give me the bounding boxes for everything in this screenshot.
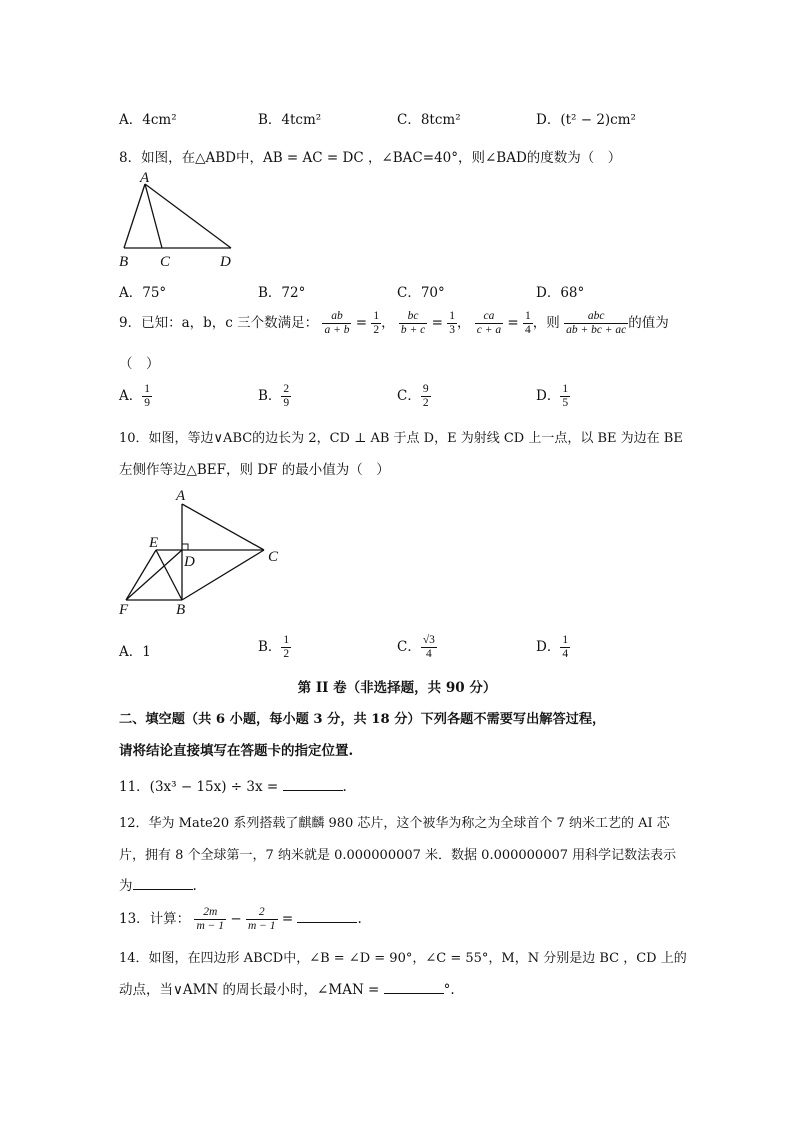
q10-stem-line2: 左侧作等边△BEF，则 DF 的最小值为（ ） bbox=[119, 462, 390, 478]
q7-option-c[interactable]: C．8tcm² bbox=[397, 112, 461, 128]
q7-options bbox=[119, 108, 679, 132]
q13-answer-blank[interactable] bbox=[297, 909, 357, 923]
q11: 11．(3x³ − 15x) ÷ 3x = . bbox=[119, 779, 347, 795]
q8-stem: 8．如图，在△ABD中，AB = AC = DC ，∠BAC=40°，则∠BAD的度数为（ ） bbox=[119, 150, 622, 166]
q9-option-a[interactable]: A． $\frac{1}{9}$ bbox=[119, 383, 150, 409]
q10-label-b: B bbox=[176, 602, 186, 618]
q10-option-c[interactable]: C． $\frac{√3}{4}$ bbox=[397, 634, 435, 660]
q10-label-c: C bbox=[268, 549, 279, 565]
q8-options bbox=[119, 281, 679, 305]
q8-label-c: C bbox=[160, 254, 171, 270]
q10-label-a: A bbox=[176, 488, 186, 504]
q9-stem: 9．已知：a，b，c 三个数满足： $\frac{ab}{a + b}$ = $\frac{1}{2}$ ， $\frac{bc}{b + c}$ = $\frac{1}{3}$ ， $\frac{ca}{c + a}$ = $\frac{1}{4}$ ，则 $\frac{\text{abc}}{ab + bc + ac}$ 的值为 bbox=[119, 310, 669, 336]
q10-option-d[interactable]: D． $\frac{1}{4}$ bbox=[536, 634, 569, 660]
q8-option-b[interactable]: B．72° bbox=[258, 285, 306, 301]
q8-label-d: D bbox=[220, 254, 231, 270]
q7-option-d[interactable]: D．(t² − 2)cm² bbox=[536, 112, 636, 128]
q14-answer-blank[interactable] bbox=[384, 980, 444, 994]
q11-answer-blank[interactable] bbox=[283, 777, 343, 791]
section2-header-line1: 二、填空题（共 6 小题，每小题 3 分，共 18 分）下列各题不需要写出解答过程， bbox=[119, 712, 606, 727]
q8-label-b: B bbox=[119, 254, 129, 270]
q8-option-c[interactable]: C．70° bbox=[397, 285, 445, 301]
q7-option-b[interactable]: B．4tcm² bbox=[258, 112, 322, 128]
q9-paren: （ ） bbox=[119, 356, 160, 372]
q12-line3: 为 . bbox=[119, 878, 197, 894]
q10-label-f: F bbox=[119, 602, 129, 618]
q9-option-b[interactable]: B． $\frac{2}{9}$ bbox=[258, 383, 290, 409]
q12-line2: 片，拥有 8 个全球第一，7 纳米就是 0.000000007 米．数据 0.000000007 用科学记数法表示 bbox=[119, 848, 677, 863]
q9-option-d[interactable]: D． $\frac{1}{5}$ bbox=[536, 383, 569, 409]
q12-line1: 12．华为 Mate20 系列搭载了麒麟 980 芯片，这个被华为称之为全球首个 7 纳米工艺的 AI 芯 bbox=[119, 816, 670, 831]
q10-option-a[interactable]: A．1 bbox=[119, 644, 151, 660]
q13: 13．计算： $\frac{2m}{m - 1}$ − $\frac{2}{m - 1}$ = . bbox=[119, 906, 362, 932]
q10-label-e: E bbox=[149, 535, 159, 551]
q8-option-d[interactable]: D．68° bbox=[536, 285, 585, 301]
q10-stem-line1: 10．如图，等边∨ABC的边长为 2，CD ⊥ AB 于点 D，E 为射线 CD 上一点，以 BE 为边在 BE bbox=[119, 431, 683, 446]
q14-line1: 14．如图，在四边形 ABCD中，∠B = ∠D = 90°，∠C = 55°，M，N 分别是边 BC ，CD 上的 bbox=[119, 951, 687, 966]
q10-option-b[interactable]: B． $\frac{1}{2}$ bbox=[258, 634, 290, 660]
q10-options bbox=[119, 634, 679, 668]
q8-figure bbox=[110, 168, 250, 272]
section2-title: 第 II 卷（非选择题，共 90 分） bbox=[297, 680, 497, 696]
q8-option-a[interactable]: A．75° bbox=[119, 285, 167, 301]
q9-options bbox=[119, 383, 679, 417]
q9-option-c[interactable]: C． $\frac{9}{2}$ bbox=[397, 383, 429, 409]
section2-header-line2: 请将结论直接填写在答题卡的指定位置. bbox=[119, 743, 354, 759]
q10-figure bbox=[110, 486, 290, 622]
q10-label-d: D bbox=[184, 554, 195, 570]
q7-option-a[interactable]: A．4cm² bbox=[119, 112, 177, 128]
q8-label-a: A bbox=[140, 170, 150, 186]
q14-line2: 动点，当∨AMN 的周长最小时，∠MAN = °. bbox=[119, 982, 455, 998]
q12-answer-blank[interactable] bbox=[133, 876, 193, 890]
